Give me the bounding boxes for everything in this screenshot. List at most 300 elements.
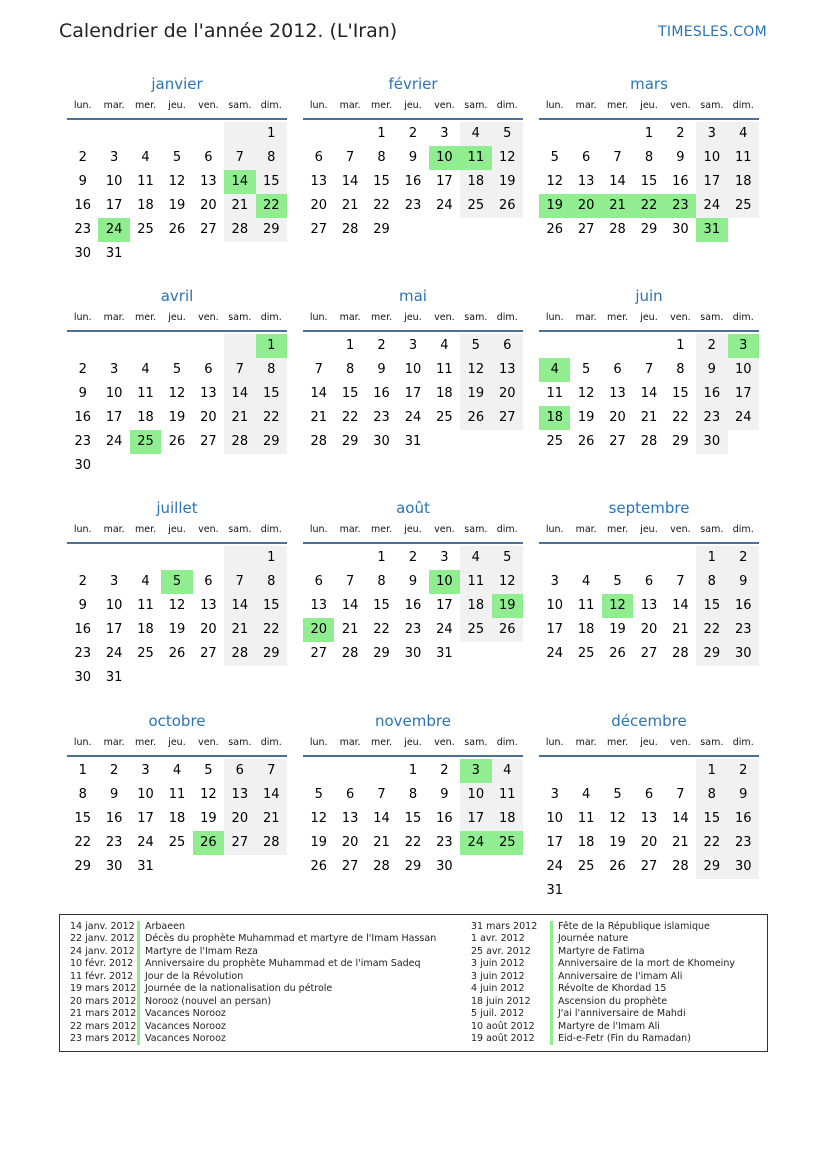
legend-holiday-name: Vacances Norooz bbox=[145, 1008, 226, 1020]
day-cell: 23 bbox=[728, 831, 759, 855]
holiday-color-marker bbox=[137, 921, 140, 933]
day-cell: 9 bbox=[408, 574, 418, 589]
weekday-label: ven. bbox=[198, 524, 219, 535]
weekday-label: lun. bbox=[545, 312, 564, 323]
day-cell: 1 bbox=[377, 126, 386, 141]
empty-day-cell bbox=[492, 642, 523, 666]
empty-day-cell bbox=[492, 430, 523, 454]
holiday-day-cell: 11 bbox=[460, 146, 491, 170]
day-cell: 2 bbox=[408, 126, 418, 141]
weekday-label: lun. bbox=[309, 100, 328, 111]
day-cell: 4 bbox=[460, 122, 491, 146]
legend-holiday-name: Anniversaire du prophète Muhammad et de l'imam Sadeq bbox=[145, 958, 421, 970]
empty-day-cell bbox=[161, 122, 192, 146]
weekday-label: ven. bbox=[434, 312, 455, 323]
day-cell: 2 bbox=[78, 362, 87, 377]
weekday-label: mer. bbox=[370, 100, 393, 111]
empty-day-cell bbox=[460, 855, 491, 879]
day-cell: 25 bbox=[577, 859, 595, 874]
weekday-label: lun. bbox=[309, 524, 328, 535]
day-cell: 1 bbox=[644, 126, 654, 141]
weekday-label: mer. bbox=[606, 312, 629, 323]
day-cell: 1 bbox=[377, 550, 386, 565]
day-cell: 8 bbox=[696, 783, 727, 807]
weekday-label: mar. bbox=[575, 737, 597, 748]
empty-day-cell bbox=[303, 334, 334, 358]
legend-entry bbox=[70, 996, 436, 1008]
day-cell: 9 bbox=[408, 150, 418, 165]
day-cell: 23 bbox=[728, 618, 759, 642]
day-cell: 29 bbox=[74, 859, 91, 874]
legend-holiday-name: Martyre de Fatima bbox=[558, 945, 645, 957]
day-cell: 18 bbox=[492, 807, 523, 831]
day-cell: 18 bbox=[436, 386, 453, 401]
day-cell: 21 bbox=[224, 618, 255, 642]
day-cell: 8 bbox=[256, 146, 287, 170]
weekday-label: ven. bbox=[198, 737, 219, 748]
legend-date: 19 août 2012 bbox=[471, 1032, 535, 1044]
day-cell: 14 bbox=[672, 811, 689, 826]
day-cell: 31 bbox=[404, 434, 422, 449]
day-cell: 4 bbox=[141, 362, 150, 377]
legend-date: 19 mars 2012 bbox=[70, 983, 137, 995]
empty-day-cell bbox=[303, 122, 334, 146]
day-cell: 26 bbox=[168, 646, 186, 661]
day-cell: 16 bbox=[74, 622, 91, 637]
day-cell: 1 bbox=[408, 763, 418, 778]
day-cell: 8 bbox=[644, 150, 654, 165]
day-cell: 22 bbox=[341, 410, 359, 425]
day-cell: 24 bbox=[436, 622, 453, 637]
weekday-label: sam. bbox=[700, 737, 724, 748]
holiday-day-cell: 19 bbox=[492, 594, 523, 618]
day-cell: 28 bbox=[341, 222, 359, 237]
holiday-color-marker bbox=[137, 1008, 140, 1020]
day-cell: 21 bbox=[341, 198, 359, 213]
legend-date: 1 avr. 2012 bbox=[471, 933, 525, 945]
legend-holiday-name: Norooz (nouvel an persan) bbox=[145, 995, 272, 1007]
day-cell: 11 bbox=[168, 787, 186, 802]
empty-day-cell bbox=[161, 334, 192, 358]
day-cell: 20 bbox=[640, 622, 658, 637]
day-cell: 17 bbox=[105, 410, 123, 425]
empty-day-cell bbox=[570, 879, 601, 903]
day-cell: 9 bbox=[696, 358, 727, 382]
day-cell: 8 bbox=[78, 787, 87, 802]
day-cell: 17 bbox=[137, 811, 154, 826]
day-cell: 7 bbox=[224, 146, 255, 170]
day-cell: 13 bbox=[640, 811, 658, 826]
day-cell: 30 bbox=[373, 434, 390, 449]
day-cell: 28 bbox=[310, 434, 327, 449]
holiday-day-cell: 12 bbox=[602, 594, 633, 618]
day-cell: 26 bbox=[609, 859, 626, 874]
weekday-label: mar. bbox=[575, 100, 597, 111]
day-cell: 15 bbox=[373, 598, 390, 613]
legend-entry bbox=[471, 946, 735, 958]
weekday-label: jeu. bbox=[168, 524, 186, 535]
day-cell: 8 bbox=[377, 574, 386, 589]
month-block bbox=[67, 282, 287, 478]
day-cell: 22 bbox=[373, 622, 390, 637]
day-cell: 20 bbox=[310, 198, 327, 213]
day-cell: 23 bbox=[696, 406, 727, 430]
day-grid bbox=[303, 334, 523, 454]
day-cell: 18 bbox=[137, 410, 154, 425]
day-cell: 1 bbox=[345, 338, 355, 353]
day-cell: 10 bbox=[404, 362, 422, 377]
day-cell: 28 bbox=[256, 831, 287, 855]
weekday-header bbox=[539, 98, 759, 114]
day-cell: 30 bbox=[728, 642, 759, 666]
weekday-label: mer. bbox=[134, 524, 157, 535]
day-grid bbox=[539, 759, 759, 903]
weekday-label: lun. bbox=[545, 100, 564, 111]
day-cell: 30 bbox=[696, 430, 727, 454]
day-cell: 26 bbox=[492, 618, 523, 642]
legend-column-right bbox=[471, 921, 735, 1045]
day-cell: 26 bbox=[546, 222, 563, 237]
empty-day-cell bbox=[492, 855, 523, 879]
holiday-color-marker bbox=[550, 983, 553, 995]
weekday-header bbox=[67, 310, 287, 326]
holiday-day-cell: 20 bbox=[303, 618, 334, 642]
day-cell: 10 bbox=[137, 787, 154, 802]
month-divider bbox=[67, 542, 287, 544]
weekday-label: mer. bbox=[370, 312, 393, 323]
day-cell: 18 bbox=[460, 170, 491, 194]
day-cell: 27 bbox=[492, 406, 523, 430]
day-cell: 9 bbox=[78, 386, 87, 401]
day-cell: 5 bbox=[613, 574, 622, 589]
day-cell: 3 bbox=[696, 122, 727, 146]
day-cell: 29 bbox=[256, 642, 287, 666]
empty-day-cell bbox=[130, 334, 161, 358]
empty-day-cell bbox=[602, 334, 633, 358]
day-cell: 13 bbox=[341, 811, 359, 826]
empty-day-cell bbox=[224, 454, 255, 478]
legend-holiday-name: Martyre de l'Imam Ali bbox=[558, 1020, 660, 1032]
empty-day-cell bbox=[98, 334, 129, 358]
weekday-label: sam. bbox=[228, 524, 252, 535]
month-divider bbox=[303, 755, 523, 757]
day-cell: 29 bbox=[696, 642, 727, 666]
legend-date: 10 août 2012 bbox=[471, 1020, 535, 1032]
day-cell: 7 bbox=[377, 787, 386, 802]
day-cell: 6 bbox=[644, 574, 654, 589]
empty-day-cell bbox=[161, 242, 192, 266]
empty-day-cell bbox=[633, 759, 664, 783]
day-cell: 15 bbox=[672, 386, 689, 401]
empty-day-cell bbox=[539, 759, 570, 783]
holiday-color-marker bbox=[137, 1033, 140, 1045]
holiday-day-cell: 3 bbox=[728, 334, 759, 358]
month-divider bbox=[539, 118, 759, 120]
day-cell: 28 bbox=[672, 646, 689, 661]
holiday-color-marker bbox=[550, 1008, 553, 1020]
legend-date: 3 juin 2012 bbox=[471, 970, 525, 982]
day-cell: 8 bbox=[256, 570, 287, 594]
holiday-day-cell: 1 bbox=[256, 334, 287, 358]
empty-day-cell bbox=[460, 642, 491, 666]
weekday-label: jeu. bbox=[168, 312, 186, 323]
weekday-label: mar. bbox=[103, 100, 125, 111]
empty-day-cell bbox=[161, 855, 192, 879]
holiday-day-cell: 22 bbox=[633, 194, 664, 218]
weekday-label: mer. bbox=[606, 100, 629, 111]
weekday-label: dim. bbox=[732, 100, 754, 111]
day-cell: 9 bbox=[728, 570, 759, 594]
empty-day-cell bbox=[696, 879, 727, 903]
holiday-color-marker bbox=[550, 946, 553, 958]
weekday-label: dim. bbox=[496, 524, 518, 535]
day-cell: 22 bbox=[696, 618, 727, 642]
day-cell: 2 bbox=[377, 338, 386, 353]
day-cell: 10 bbox=[546, 811, 563, 826]
day-cell: 12 bbox=[609, 811, 626, 826]
weekday-label: lun. bbox=[73, 100, 92, 111]
day-cell: 5 bbox=[613, 787, 622, 802]
empty-day-cell bbox=[98, 546, 129, 570]
day-cell: 12 bbox=[168, 174, 186, 189]
day-cell: 21 bbox=[310, 410, 327, 425]
day-cell: 10 bbox=[105, 598, 123, 613]
day-cell: 13 bbox=[492, 358, 523, 382]
holiday-day-cell: 25 bbox=[492, 831, 523, 855]
day-cell: 15 bbox=[640, 174, 658, 189]
month-block bbox=[303, 70, 523, 242]
day-cell: 7 bbox=[345, 150, 355, 165]
day-cell: 13 bbox=[609, 386, 626, 401]
day-cell: 2 bbox=[78, 574, 87, 589]
day-cell: 25 bbox=[436, 410, 453, 425]
day-cell: 20 bbox=[341, 835, 359, 850]
empty-day-cell bbox=[256, 454, 287, 478]
legend-entry bbox=[70, 1033, 436, 1045]
day-cell: 27 bbox=[640, 859, 658, 874]
empty-day-cell bbox=[665, 879, 696, 903]
weekday-label: dim. bbox=[496, 100, 518, 111]
day-cell: 27 bbox=[200, 222, 217, 237]
day-cell: 25 bbox=[137, 646, 154, 661]
day-cell: 6 bbox=[204, 362, 213, 377]
day-cell: 14 bbox=[373, 811, 390, 826]
day-cell: 28 bbox=[609, 222, 626, 237]
month-name: janvier bbox=[151, 75, 203, 93]
holiday-legend bbox=[59, 914, 768, 1052]
empty-day-cell bbox=[161, 454, 192, 478]
holiday-color-marker bbox=[550, 958, 553, 970]
month-block bbox=[303, 282, 523, 454]
weekday-label: dim. bbox=[260, 524, 282, 535]
weekday-label: lun. bbox=[73, 524, 92, 535]
empty-day-cell bbox=[728, 430, 759, 454]
weekday-label: jeu. bbox=[640, 312, 658, 323]
day-cell: 6 bbox=[204, 150, 213, 165]
day-cell: 9 bbox=[78, 174, 87, 189]
weekday-label: ven. bbox=[670, 312, 691, 323]
weekday-label: dim. bbox=[260, 312, 282, 323]
empty-day-cell bbox=[429, 430, 460, 454]
holiday-color-marker bbox=[550, 933, 553, 945]
weekday-label: mer. bbox=[134, 737, 157, 748]
holiday-color-marker bbox=[137, 933, 140, 945]
legend-date: 22 janv. 2012 bbox=[70, 933, 135, 945]
legend-entry bbox=[70, 983, 436, 995]
legend-holiday-name: Révolte de Khordad 15 bbox=[558, 983, 667, 995]
weekday-label: jeu. bbox=[404, 524, 422, 535]
weekday-label: mer. bbox=[134, 100, 157, 111]
day-cell: 11 bbox=[137, 174, 154, 189]
site-logo-link[interactable]: TIMESLES.COM bbox=[658, 24, 767, 40]
month-block bbox=[539, 70, 759, 242]
holiday-day-cell: 4 bbox=[539, 358, 570, 382]
day-cell: 12 bbox=[460, 358, 491, 382]
day-cell: 6 bbox=[644, 787, 654, 802]
day-cell: 30 bbox=[728, 855, 759, 879]
day-cell: 1 bbox=[256, 122, 287, 146]
legend-holiday-name: Vacances Norooz bbox=[145, 1032, 226, 1044]
day-cell: 25 bbox=[168, 835, 186, 850]
legend-entry bbox=[70, 1021, 436, 1033]
empty-day-cell bbox=[161, 546, 192, 570]
day-cell: 21 bbox=[224, 194, 255, 218]
day-cell: 29 bbox=[373, 222, 390, 237]
holiday-day-cell: 3 bbox=[460, 759, 491, 783]
month-name: août bbox=[396, 499, 430, 517]
weekday-label: mer. bbox=[606, 524, 629, 535]
day-cell: 19 bbox=[168, 622, 186, 637]
legend-entry bbox=[471, 921, 735, 933]
day-cell: 6 bbox=[613, 362, 622, 377]
month-divider bbox=[67, 118, 287, 120]
day-cell: 2 bbox=[78, 150, 87, 165]
day-cell: 15 bbox=[256, 382, 287, 406]
empty-day-cell bbox=[602, 122, 633, 146]
day-cell: 15 bbox=[696, 807, 727, 831]
legend-date: 22 mars 2012 bbox=[70, 1020, 137, 1032]
day-cell: 14 bbox=[672, 598, 689, 613]
legend-entry bbox=[471, 1033, 735, 1045]
day-cell: 22 bbox=[256, 406, 287, 430]
month-name: décembre bbox=[611, 712, 687, 730]
day-cell: 18 bbox=[137, 622, 154, 637]
weekday-header bbox=[303, 310, 523, 326]
day-cell: 26 bbox=[609, 646, 626, 661]
holiday-day-cell: 23 bbox=[665, 194, 696, 218]
day-cell: 5 bbox=[581, 362, 591, 377]
day-cell: 15 bbox=[256, 594, 287, 618]
holiday-day-cell: 26 bbox=[193, 831, 224, 855]
month-name: septembre bbox=[608, 499, 690, 517]
empty-day-cell bbox=[397, 218, 428, 242]
month-block bbox=[539, 707, 759, 903]
month-divider bbox=[303, 118, 523, 120]
weekday-label: lun. bbox=[309, 737, 328, 748]
empty-day-cell bbox=[224, 855, 255, 879]
day-cell: 8 bbox=[256, 358, 287, 382]
empty-day-cell bbox=[602, 546, 633, 570]
empty-day-cell bbox=[570, 122, 601, 146]
day-cell: 4 bbox=[728, 122, 759, 146]
holiday-day-cell: 20 bbox=[570, 194, 601, 218]
weekday-label: mer. bbox=[134, 312, 157, 323]
day-cell: 30 bbox=[74, 670, 91, 685]
day-grid bbox=[67, 122, 287, 266]
weekday-header bbox=[303, 98, 523, 114]
empty-day-cell bbox=[193, 546, 224, 570]
weekday-label: jeu. bbox=[404, 100, 422, 111]
day-cell: 12 bbox=[310, 811, 327, 826]
weekday-label: jeu. bbox=[640, 737, 658, 748]
weekday-label: sam. bbox=[464, 312, 488, 323]
day-cell: 16 bbox=[105, 811, 123, 826]
empty-day-cell bbox=[633, 879, 664, 903]
empty-day-cell bbox=[130, 546, 161, 570]
holiday-day-cell: 31 bbox=[696, 218, 727, 242]
weekday-label: jeu. bbox=[640, 100, 658, 111]
empty-day-cell bbox=[256, 855, 287, 879]
day-cell: 9 bbox=[676, 150, 685, 165]
empty-day-cell bbox=[98, 122, 129, 146]
day-cell: 2 bbox=[728, 759, 759, 783]
legend-date: 21 mars 2012 bbox=[70, 1008, 137, 1020]
weekday-label: lun. bbox=[73, 737, 92, 748]
day-cell: 29 bbox=[341, 434, 359, 449]
day-cell: 5 bbox=[492, 546, 523, 570]
day-cell: 11 bbox=[137, 386, 154, 401]
day-cell: 1 bbox=[696, 546, 727, 570]
holiday-day-cell: 18 bbox=[539, 406, 570, 430]
day-cell: 20 bbox=[200, 198, 217, 213]
empty-day-cell bbox=[334, 759, 365, 783]
empty-day-cell bbox=[602, 759, 633, 783]
empty-day-cell bbox=[633, 546, 664, 570]
holiday-color-marker bbox=[550, 971, 553, 983]
day-cell: 1 bbox=[676, 338, 685, 353]
weekday-label: lun. bbox=[73, 312, 92, 323]
day-cell: 13 bbox=[200, 598, 217, 613]
empty-day-cell bbox=[539, 546, 570, 570]
day-cell: 22 bbox=[74, 835, 91, 850]
day-cell: 17 bbox=[105, 198, 123, 213]
day-cell: 24 bbox=[404, 410, 422, 425]
empty-day-cell bbox=[366, 759, 397, 783]
day-cell: 26 bbox=[577, 434, 595, 449]
weekday-label: lun. bbox=[309, 312, 328, 323]
day-cell: 4 bbox=[172, 763, 182, 778]
day-cell: 19 bbox=[609, 835, 626, 850]
day-cell: 17 bbox=[436, 598, 453, 613]
empty-day-cell bbox=[303, 759, 334, 783]
empty-day-cell bbox=[193, 242, 224, 266]
legend-date: 14 janv. 2012 bbox=[70, 921, 135, 932]
weekday-header bbox=[67, 735, 287, 751]
empty-day-cell bbox=[460, 430, 491, 454]
day-cell: 28 bbox=[341, 646, 359, 661]
weekday-label: sam. bbox=[464, 737, 488, 748]
day-cell: 24 bbox=[436, 198, 453, 213]
empty-day-cell bbox=[256, 666, 287, 690]
weekday-label: ven. bbox=[434, 524, 455, 535]
day-cell: 6 bbox=[345, 787, 355, 802]
day-cell: 13 bbox=[200, 174, 217, 189]
day-cell: 22 bbox=[696, 831, 727, 855]
day-cell: 2 bbox=[109, 763, 119, 778]
legend-holiday-name: Arbaeen bbox=[145, 921, 185, 932]
day-cell: 23 bbox=[373, 410, 390, 425]
day-cell: 5 bbox=[460, 334, 491, 358]
